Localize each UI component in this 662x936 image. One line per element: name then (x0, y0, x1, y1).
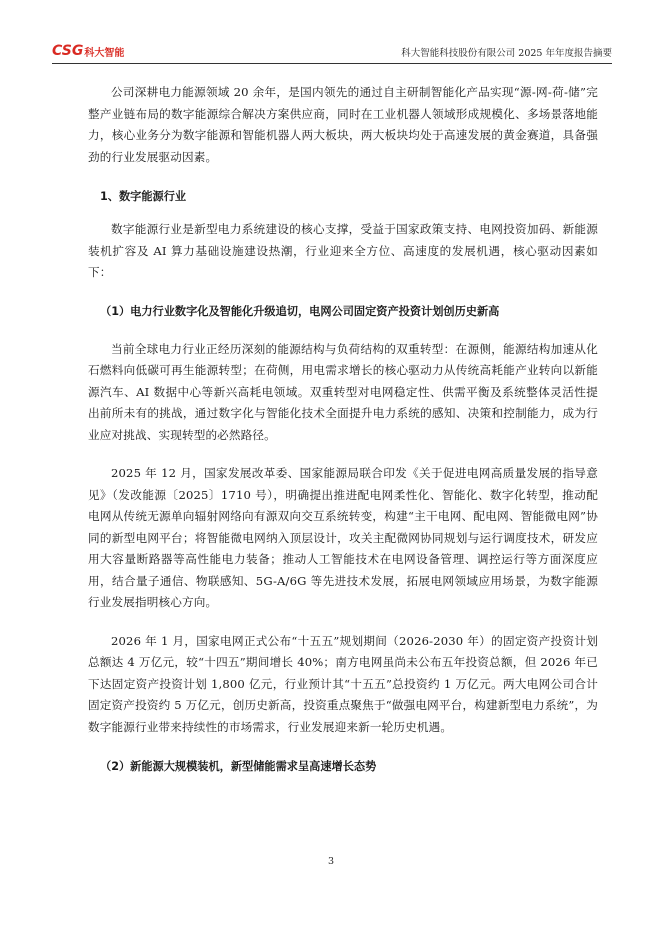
report-title: 科大智能科技股份有限公司 2025 年年度报告摘要 (401, 48, 612, 59)
paragraph-digital-energy: 数字能源行业是新型电力系统建设的核心支撑，受益于国家政策支持、电网投资加码、新能源装机扩容及 AI 算力基础设施建设热潮，行业迎来全方位、高速度的发展机遇，核心驱动因素如下： (88, 222, 598, 279)
logo-text: 科大智能 (84, 47, 125, 59)
paragraph-intro: 公司深耕电力能源领域 20 余年，是国内领先的通过自主研制智能化产品实现“源-网-荷-储”完整产业链布局的数字能源综合解决方案供应商，同时在工业机器人领域形成规模化、多场景落地能力，核心业务分为数字能源和智能机器人两大板块，两大板块均处于高速发展的黄金赛道，具备强劲的行业发展驱动因素。 (88, 85, 598, 164)
page-number: 3 (327, 856, 335, 867)
section-heading-digital-energy: 1、数字能源行业 (100, 190, 187, 203)
header-divider (52, 63, 612, 64)
paragraph-policy: 2025 年 12 月，国家发展改革委、国家能源局联合印发《关于促进电网高质量发展的指导意见》（发改能源〔2025〕1710 号），明确提出推进配电网柔性化、智能化、数字化转型，推动配电网从传统无源单向辐射网络向有源双向交互系统转变，构建“主干电网、配电网、智能微电网”协同的新型电网平台；将智能微电网纳入顶层设计，攻关主配微网协同规划与运行调度技术，研发应用大容量断路器等高性能电力装备；推动人工智能技术在电网设备管理、调控运行等方面深度应用，结合量子通信、物联感知、5G-A/6G 等先进技术发展，拓展电网领域应用场景，为数字能源行业发展指明核心方向。 (88, 466, 598, 609)
paragraph-transition: 当前全球电力行业正经历深刻的能源结构与负荷结构的双重转型：在源侧，能源结构加速从化石燃料向低碳可再生能源转型；在荷侧，用电需求增长的核心驱动力从传统高耗能产业转向以新能源汽车、AI 数据中心等新兴高耗电领域。双重转型对电网稳定性、供需平衡及系统整体灵活性提出前所未有的挑战，通过数字化与智能化技术全面提升电力系统的感知、决策和控制能力，成为行业应对挑战、实现转型的必然路径。 (88, 341, 598, 442)
company-logo (52, 42, 124, 60)
page-header (52, 40, 612, 64)
logo-mark: CSG (52, 43, 84, 59)
page-content (88, 82, 598, 777)
subsection-heading-1: （1）电力行业数字化及智能化升级追切，电网公司固定资产投资计划创历史新高 (100, 304, 500, 318)
subsection-heading-2: （2）新能源大规模装机，新型储能需求呈高速增长态势 (100, 760, 377, 773)
paragraph-investment: 2026 年 1 月，国家电网正式公布“十五五”规划期间（2026-2030 年）的固定资产投资计划总额达 4 万亿元，较“十四五”期间增长 40%；南方电网虽尚未公布五年投资总额，但 2026 年已下达固定资产投资计划 1,800 亿元，行业预计其“十五五”总投资约 1 万亿元。两大电网公司合计固定资产投资约 5 万亿元，创历史新高，投资重点聚焦于“做强电网平台，构建新型电力系统”，为数字能源行业带来持续性的市场需求，行业发展迎来新一轮历史机遇。 (88, 633, 598, 734)
